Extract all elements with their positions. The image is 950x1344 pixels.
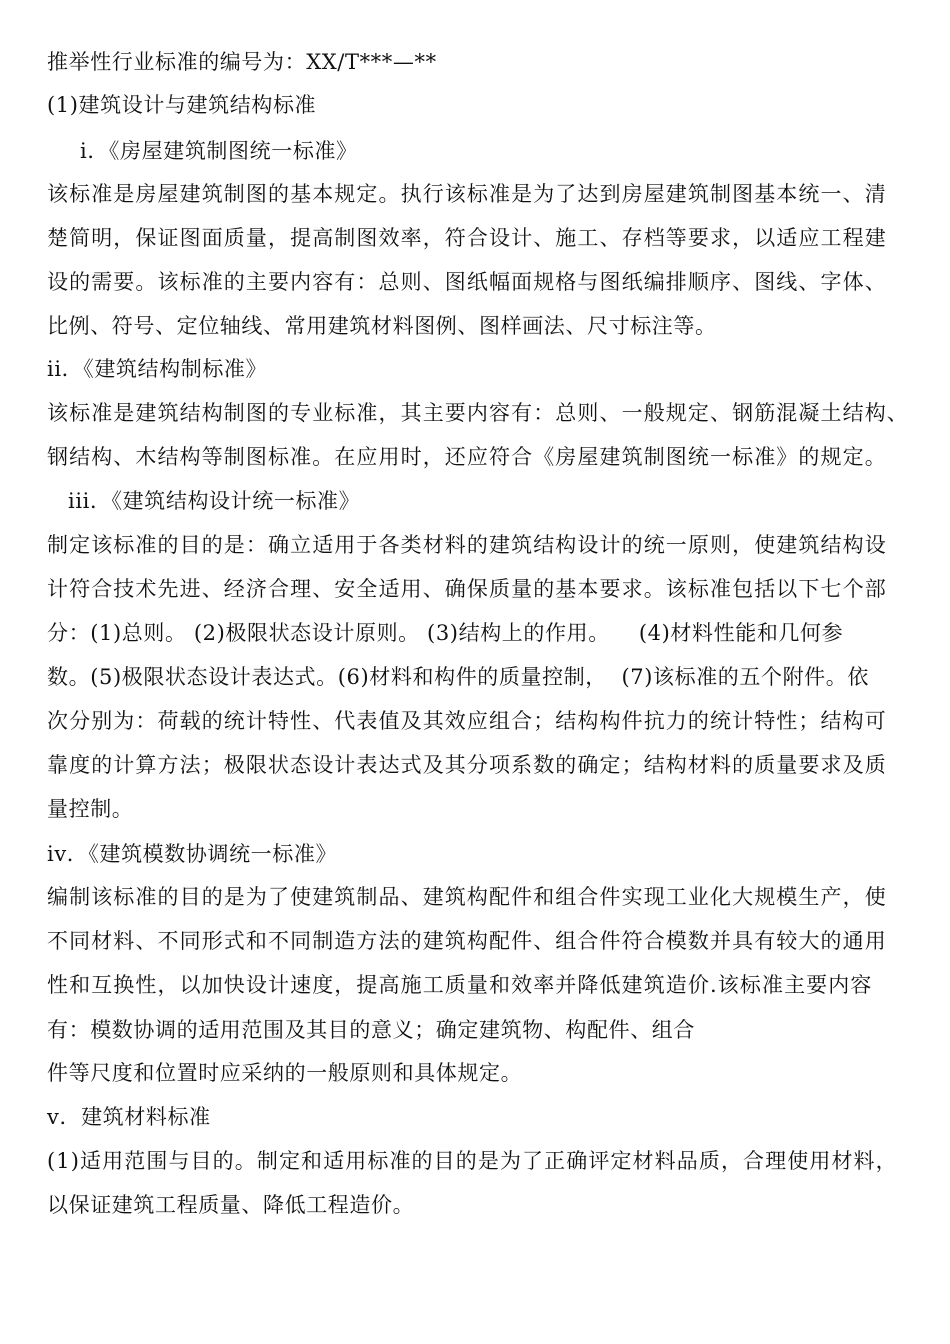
paragraph-line: 计符合技术先进、经济合理、安全适用、确保质量的基本要求。该标准包括以下七个部 — [47, 577, 887, 601]
paragraph-line: 分：(1)总则。 (2)极限状态设计原则。 (3)结构上的作用。 (4)材料性能和几何参 — [47, 621, 844, 645]
standard-number-line: 推举性行业标准的编号为：XX/T***—** — [47, 50, 437, 74]
subsection-heading-iii: iii．《建筑结构设计统一标准》 — [68, 489, 361, 513]
paragraph-line: 设的需要。该标准的主要内容有：总则、图纸幅面规格与图纸编排顺序、图线、字体、 — [47, 270, 887, 294]
paragraph-line: 以保证建筑工程质量、降低工程造价。 — [47, 1193, 415, 1217]
subsection-heading-i: i．《房屋建筑制图统一标准》 — [80, 139, 358, 163]
paragraph-line: 数。(5)极限状态设计表达式。(6)材料和构件的质量控制， (7)该标准的五个附件。依 — [47, 665, 869, 689]
paragraph-line: 次分别为：荷载的统计特性、代表值及其效应组合；结构构件抗力的统计特性；结构可 — [47, 709, 887, 733]
paragraph-line: 件等尺度和位置时应采纳的一般原则和具体规定。 — [47, 1061, 523, 1085]
paragraph-line: 不同材料、不同形式和不同制造方法的建筑构配件、组合件符合模数并具有较大的通用 — [47, 929, 887, 953]
paragraph-line: 量控制。 — [47, 797, 134, 821]
paragraph-line: 有：模数协调的适用范围及其目的意义；确定建筑物、构配件、组合 — [47, 1018, 695, 1042]
paragraph-line: 钢结构、木结构等制图标准。在应用时，还应符合《房屋建筑制图统一标准》的规定。 — [47, 445, 887, 469]
paragraph-line: 制定该标准的目的是：确立适用于各类材料的建筑结构设计的统一原则，使建筑结构设 — [47, 533, 887, 557]
section-heading: (1)建筑设计与建筑结构标准 — [47, 93, 317, 117]
paragraph-line: 该标准是房屋建筑制图的基本规定。执行该标准是为了达到房屋建筑制图基本统一、清 — [47, 182, 887, 206]
paragraph-line: 性和互换性，以加快设计速度，提高施工质量和效率并降低建筑造价.该标准主要内容 — [47, 973, 873, 997]
paragraph-line: 楚简明，保证图面质量，提高制图效率，符合设计、施工、存档等要求，以适应工程建 — [47, 226, 887, 250]
subsection-heading-iv: iv．《建筑模数协调统一标准》 — [47, 842, 338, 866]
paragraph-line: 靠度的计算方法；极限状态设计表达式及其分项系数的确定；结构材料的质量要求及质 — [47, 753, 887, 777]
subsection-heading-ii: ii．《建筑结构制标准》 — [47, 357, 268, 381]
paragraph-line: 编制该标准的目的是为了使建筑制品、建筑构配件和组合件实现工业化大规模生产，使 — [47, 885, 887, 909]
paragraph-line: (1)适用范围与目的。制定和适用标准的目的是为了正确评定材料品质，合理使用材料， — [47, 1149, 898, 1173]
paragraph-line: 比例、符号、定位轴线、常用建筑材料图例、图样画法、尺寸标注等。 — [47, 314, 717, 338]
subsection-heading-v: v．建筑材料标准 — [47, 1105, 211, 1129]
paragraph-line: 该标准是建筑结构制图的专业标准，其主要内容有：总则、一般规定、钢筋混凝土结构、 — [47, 401, 909, 425]
